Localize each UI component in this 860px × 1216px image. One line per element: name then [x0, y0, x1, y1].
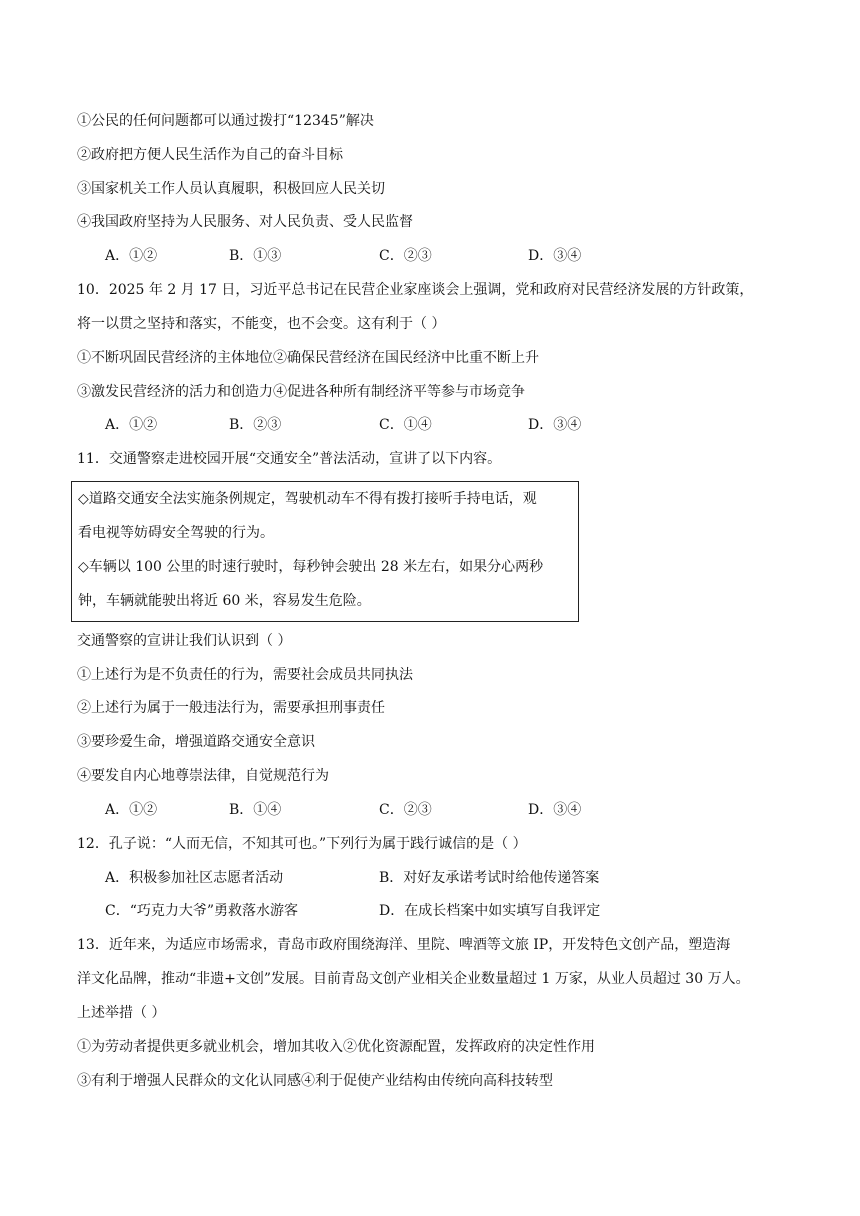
q10-option-d: D．③④ [528, 417, 582, 433]
q12-option-b: B．对好友承诺考试时给他传递答案 [379, 870, 600, 886]
q11-statement-1: ①上述行为是不负责任的行为，需要社会成员共同执法 [77, 667, 413, 683]
q9-option-a: A．①② [105, 248, 158, 264]
q11-option-c: C．②③ [379, 802, 432, 818]
q11-material-1-line-2: 看电视等妨碍安全驾驶的行为。 [78, 525, 274, 541]
q12-option-d: D．在成长档案中如实填写自我评定 [379, 903, 601, 919]
q12-stem: 12．孔子说：“人而无信，不知其可也。”下列行为属于践行诚信的是（ ） [77, 836, 527, 852]
q10-stem-line-2: 将一以贯之坚持和落实，不能变，也不会变。这有利于（ ） [77, 316, 446, 332]
q10-statements-3-4: ③激发民营经济的活力和创造力④促进各种所有制经济平等参与市场竞争 [77, 384, 525, 400]
q11-question: 交通警察的宣讲让我们认识到（ ） [77, 633, 292, 649]
q12-option-a: A．积极参加社区志愿者活动 [105, 870, 284, 886]
q9-statement-3: ③国家机关工作人员认真履职，积极回应人民关切 [77, 181, 385, 197]
q9-option-d: D．③④ [528, 248, 582, 264]
q9-statement-4: ④我国政府坚持为人民服务、对人民负责、受人民监督 [77, 214, 413, 230]
q10-option-a: A．①② [105, 417, 158, 433]
q11-option-d: D．③④ [528, 802, 582, 818]
q11-statement-3: ③要珍爱生命，增强道路交通安全意识 [77, 734, 315, 750]
q11-statement-2: ②上述行为属于一般违法行为，需要承担刑事责任 [77, 700, 385, 716]
q13-stem-line-1: 13．近年来，为适应市场需求，青岛市政府围绕海洋、里院、啤酒等文旅 IP，开发特色文创产品，塑造海 [77, 937, 731, 953]
q13-stem-line-3: 上述举措（ ） [77, 1005, 166, 1021]
q10-option-c: C．①④ [379, 417, 432, 433]
q11-material-2-line-2: 钟，车辆就能驶出将近 60 米，容易发生危险。 [78, 593, 371, 609]
q10-option-b: B．②③ [229, 417, 282, 433]
q13-statements-1-2: ①为劳动者提供更多就业机会，增加其收入②优化资源配置，发挥政府的决定性作用 [77, 1039, 595, 1055]
q13-stem-line-2: 洋文化品牌，推动“非遗+文创”发展。目前青岛文创产业相关企业数量超过 1 万家，从业人员超过 30 万人。 [77, 971, 750, 987]
q11-stem: 11．交通警察走进校园开展“交通安全”普法活动，宣讲了以下内容。 [77, 451, 502, 467]
q12-option-c: C．“巧克力大爷”勇救落水游客 [105, 903, 299, 919]
q11-material-2-line-1: ◇车辆以 100 公里的时速行驶时，每秒钟会驶出 28 米左右，如果分心两秒 [78, 559, 544, 575]
q10-statements-1-2: ①不断巩固民营经济的主体地位②确保民营经济在国民经济中比重不断上升 [77, 350, 539, 366]
q10-stem-line-1: 10．2025 年 2 月 17 日，习近平总书记在民营企业家座谈会上强调，党和政府对民营经济发展的方针政策， [77, 282, 754, 298]
q11-material-1-line-1: ◇道路交通安全法实施条例规定，驾驶机动车不得有拨打接听手持电话，观 [78, 491, 537, 507]
q9-option-b: B．①③ [229, 248, 282, 264]
q9-statement-1: ①公民的任何问题都可以通过拨打“12345”解决 [77, 113, 374, 129]
q11-option-b: B．①④ [229, 802, 282, 818]
q11-material-box [71, 481, 579, 622]
q9-option-c: C．②③ [379, 248, 432, 264]
q13-statements-3-4: ③有利于增强人民群众的文化认同感④利于促使产业结构由传统向高科技转型 [77, 1073, 553, 1089]
q11-statement-4: ④要发自内心地尊崇法律，自觉规范行为 [77, 768, 329, 784]
q9-statement-2: ②政府把方便人民生活作为自己的奋斗目标 [77, 147, 343, 163]
q11-option-a: A．①② [105, 802, 158, 818]
